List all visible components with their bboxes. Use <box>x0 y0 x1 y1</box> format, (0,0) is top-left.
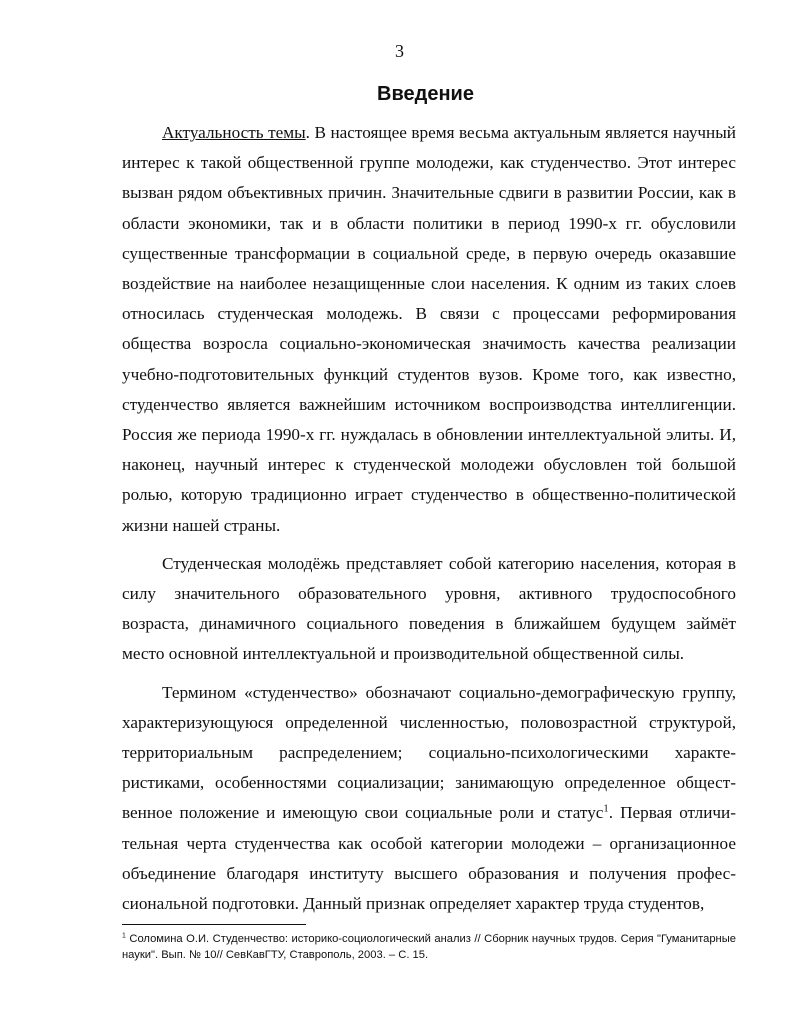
paragraph-text: В настоящее время весьма актуальным является научный интерес к такой общественной группе молодежи, как студенчество. Этот интерес вызван рядом объективных причин. Значительные сдвиги в развитии России, как в области экономики, так и в области политики в период 1990-х гг. обусловили существенные трансформации в социальной среде, в первую очередь оказавшие воздействие на наиболее незащищенные слои населения. К одним из таких слоев относилась студенческая молодежь. В связи с процессами реформирования общества возросла социально-экономическая значимость качества реализации учебно-подготовительных функций студентов вузов. Кроме того, как известно, студенчество является важнейшим источником воспроизводства интеллигенции. Россия же периода 1990-х гг. нуждалась в обновлении интеллектуальной элиты. И, наконец, научный интерес к студенческой молодежи обусловлен той большой ролью, которую традиционно играет студенчество в общественно-политической жизни нашей страны. <box>122 123 736 535</box>
body-text <box>122 118 736 927</box>
topic-relevance-period: . <box>305 123 310 142</box>
footnote-mark: 1 <box>122 932 126 940</box>
paragraph-text: . Первая отличительная черта студенчества как особой категории молодежи – организационное объединение благодаря институту высшего образования и получения профессиональной подготовки. Данный признак определяет характер труда студентов, <box>122 803 736 914</box>
paragraph-student-youth: Студенческая молодёжь представляет собой категорию населения, которая в силу значительного образовательного уровня, активного трудоспособного возраста, динамичного социального поведения в ближайшем будущем займёт место основной интеллектуальной и производительной общественной силы. <box>122 553 736 664</box>
footnote-reference: 1 <box>603 803 609 815</box>
page-title: Введение <box>377 83 474 105</box>
footnote-text: Соломина О.И. Студенчество: историко-социологический анализ // Сборник научных трудов. Серия "Гуманитарные науки". Вып. № 10// СевКавГТУ, Ставрополь, 2003. – С. 15. <box>122 933 736 961</box>
footnote-divider <box>122 924 306 925</box>
paragraph-relevance <box>122 118 736 541</box>
page-number: 3 <box>395 41 404 61</box>
paragraph-text: Термином «студенчество» обозначают социально-демографическую группу, характеризующуюся определенной численностью, половозрастной структурой, территориальным распределением; социально-психологическими характеристиками, особенностями социализации; занимающую определенное общественное положение и имеющую свои социальные роли и статус <box>122 682 736 823</box>
paragraph-term-definition <box>122 678 736 920</box>
topic-relevance-label: Актуальность темы <box>162 123 306 142</box>
footnote <box>122 931 736 963</box>
